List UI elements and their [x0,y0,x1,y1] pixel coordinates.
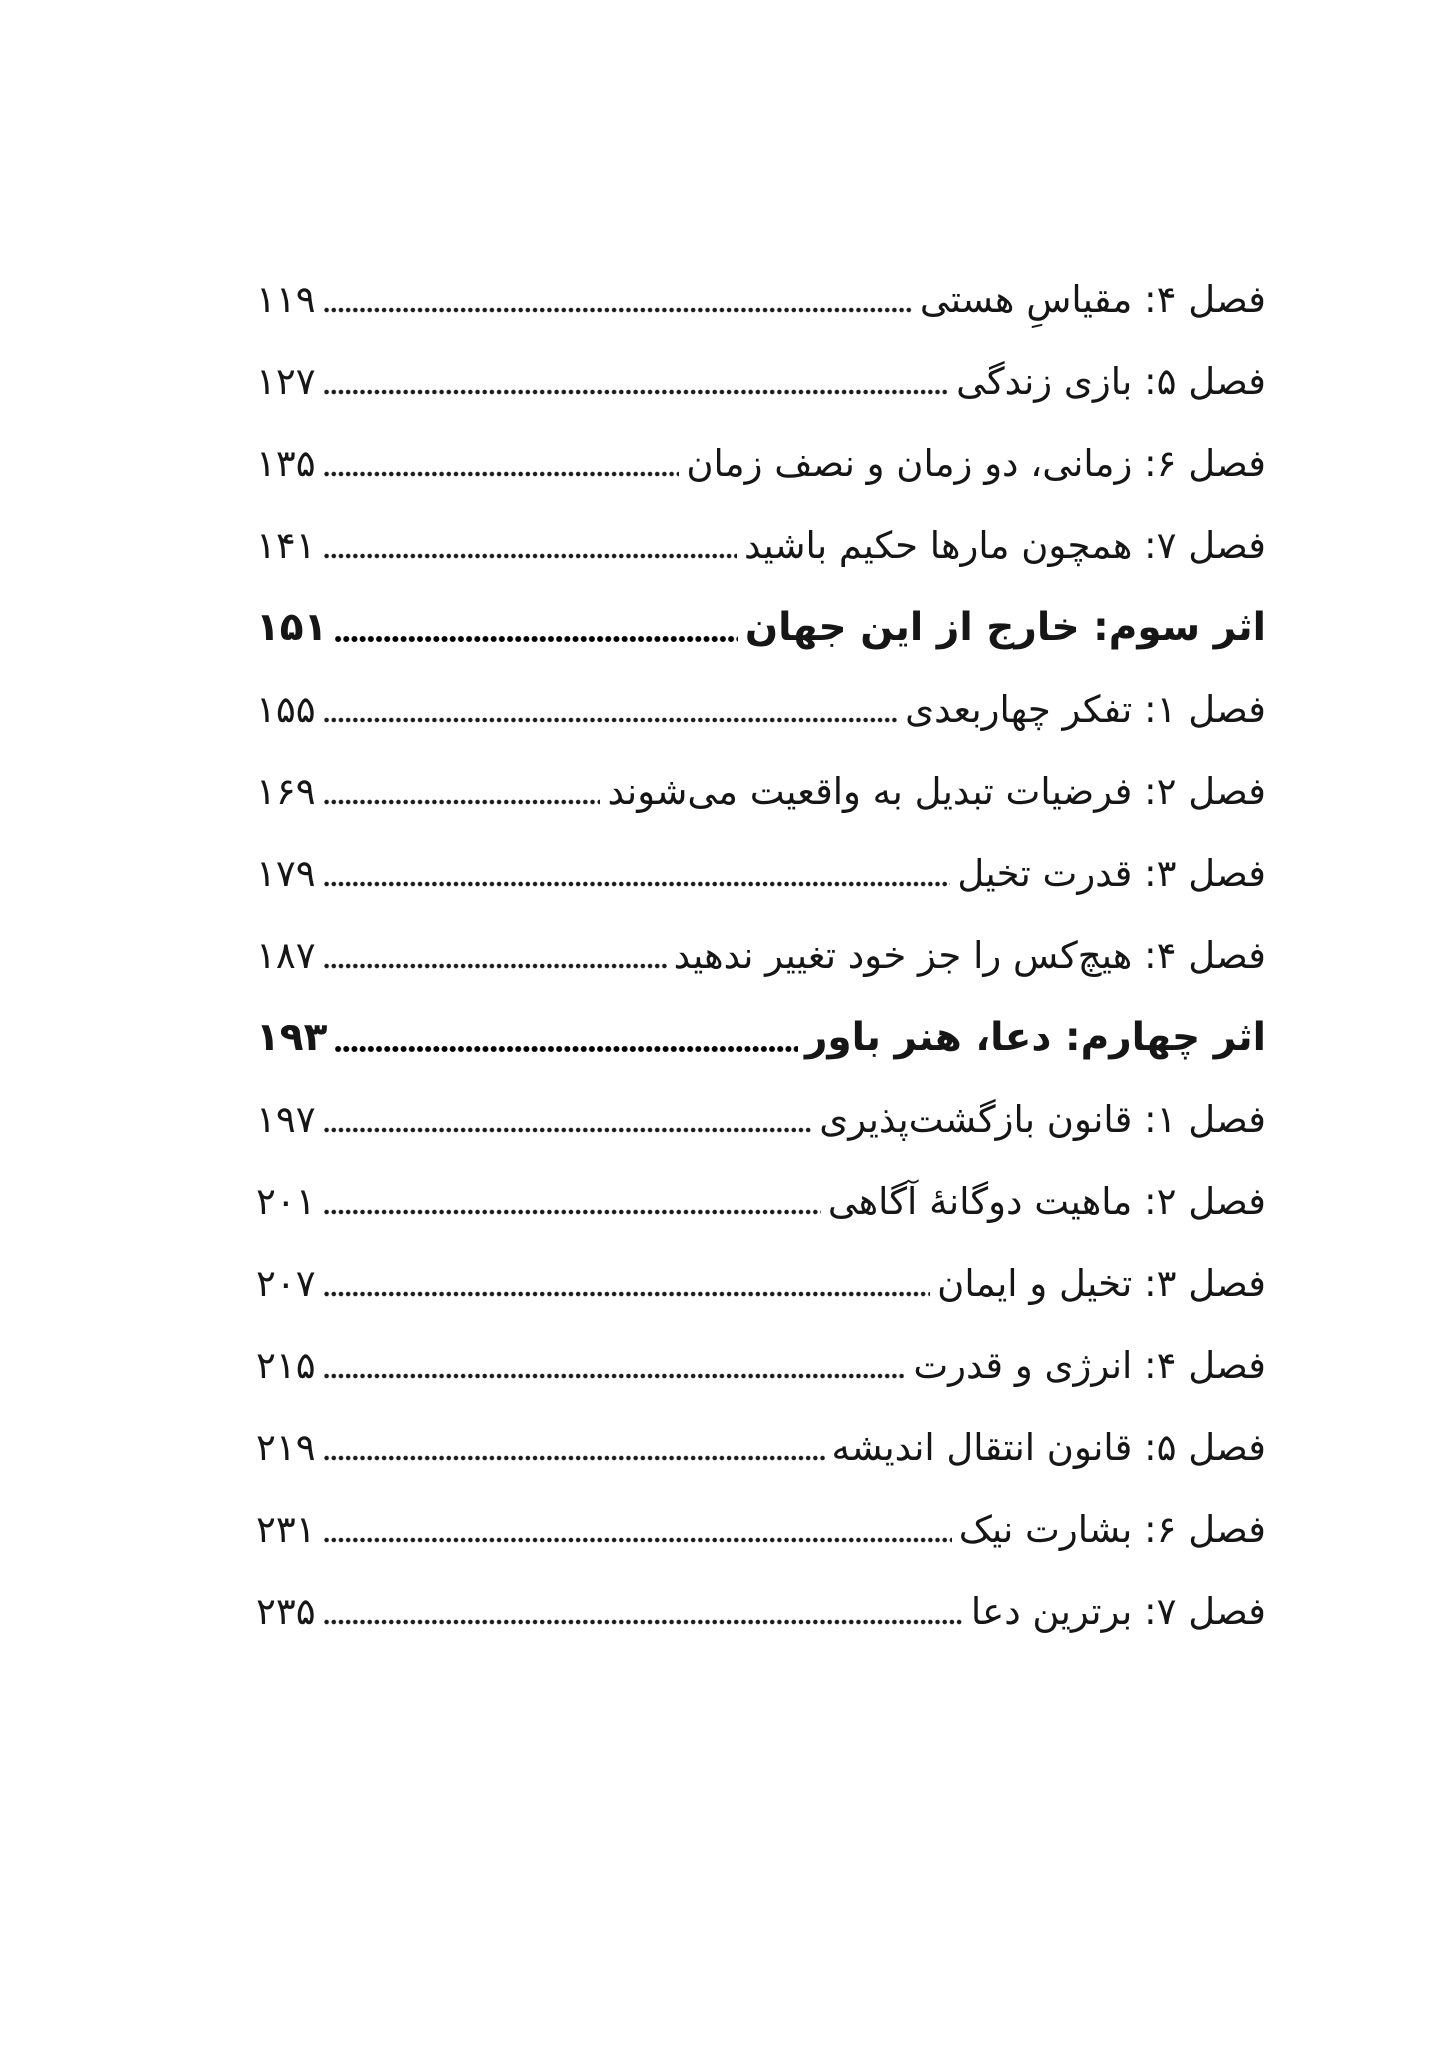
toc-chapter-row [256,504,1266,586]
toc-chapter-row [256,668,1266,750]
toc-entry-title: اثر سوم: خارج از این جهان [744,604,1266,650]
toc-chapter-row [256,422,1266,504]
toc-entry-title: اثر چهارم: دعا، هنر باور [804,1014,1266,1060]
toc-chapter-row [256,832,1266,914]
toc-chapter-row [256,1570,1266,1652]
toc-chapter-row [256,914,1266,996]
page-number: ۱۹۷ [256,1097,316,1141]
dot-leader [323,878,951,890]
toc-entry-title: فصل ۴: هیچ‌کس را جز خود تغییر ندهید [673,933,1266,977]
page-number: ۲۱۹ [256,1425,316,1469]
toc-entry-title: فصل ۱: تفکر چهاربعدی [905,687,1266,731]
page-number: ۱۵۵ [256,687,316,731]
page-number: ۱۳۵ [256,441,316,485]
page-number: ۱۶۹ [256,769,316,813]
page-number: ۱۲۷ [256,359,316,403]
toc-chapter-row [256,1488,1266,1570]
toc-chapter-row [256,1078,1266,1160]
page-number: ۲۳۵ [256,1589,316,1633]
dot-leader [323,468,680,480]
page-number: ۱۵۱ [256,604,328,650]
toc-entry-title: فصل ۵: بازی زندگی [956,359,1266,403]
toc-entry-title: فصل ۴: انرژی و قدرت [913,1343,1266,1387]
dot-leader [323,1370,907,1382]
toc-entry-title: فصل ۴: مقیاسِ هستی [919,277,1266,321]
dot-leader [323,796,601,808]
toc-chapter-row [256,1324,1266,1406]
dot-leader [334,1042,798,1056]
dot-leader [323,1206,821,1218]
table-of-contents [256,258,1266,1652]
page-number: ۱۴۱ [256,523,316,567]
page-number: ۲۱۵ [256,1343,316,1387]
toc-entry-title: فصل ۱: قانون بازگشت‌پذیری [819,1097,1266,1141]
page-number: ۱۹۳ [256,1014,328,1060]
toc-chapter-row [256,1406,1266,1488]
toc-entry-title: فصل ۷: برترین دعا [970,1589,1266,1633]
toc-entry-title: فصل ۶: زمانی، دو زمان و نصف زمان [686,441,1266,485]
dot-leader [323,1452,825,1464]
toc-part-row [256,996,1266,1078]
dot-leader [323,960,667,972]
dot-leader [334,632,737,646]
dot-leader [323,1288,931,1300]
toc-chapter-row [256,340,1266,422]
toc-entry-title: فصل ۳: قدرت تخیل [957,851,1266,895]
toc-entry-title: فصل ۷: همچون مارها حکیم باشید [743,523,1266,567]
dot-leader [323,1616,964,1628]
page-number: ۱۱۹ [256,277,316,321]
dot-leader [323,386,950,398]
toc-entry-title: فصل ۳: تخیل و ایمان [937,1261,1266,1305]
dot-leader [323,714,898,726]
toc-entry-title: فصل ۲: ماهیت دوگانهٔ آگاهی [827,1179,1266,1223]
toc-entry-title: فصل ۶: بشارت نیک [958,1507,1266,1551]
page-number: ۲۰۷ [256,1261,316,1305]
dot-leader [323,1534,952,1546]
toc-chapter-row [256,750,1266,832]
page-number: ۲۳۱ [256,1507,316,1551]
toc-part-row [256,586,1266,668]
page-number: ۱۸۷ [256,933,316,977]
toc-chapter-row [256,1160,1266,1242]
toc-chapter-row [256,1242,1266,1324]
toc-entry-title: فصل ۵: قانون انتقال اندیشه [831,1425,1266,1469]
page-number: ۲۰۱ [256,1179,316,1223]
toc-chapter-row [256,258,1266,340]
dot-leader [323,550,737,562]
dot-leader [323,1124,813,1136]
toc-entry-title: فصل ۲: فرضیات تبدیل به واقعیت می‌شوند [607,769,1266,813]
page-number: ۱۷۹ [256,851,316,895]
dot-leader [323,304,913,316]
